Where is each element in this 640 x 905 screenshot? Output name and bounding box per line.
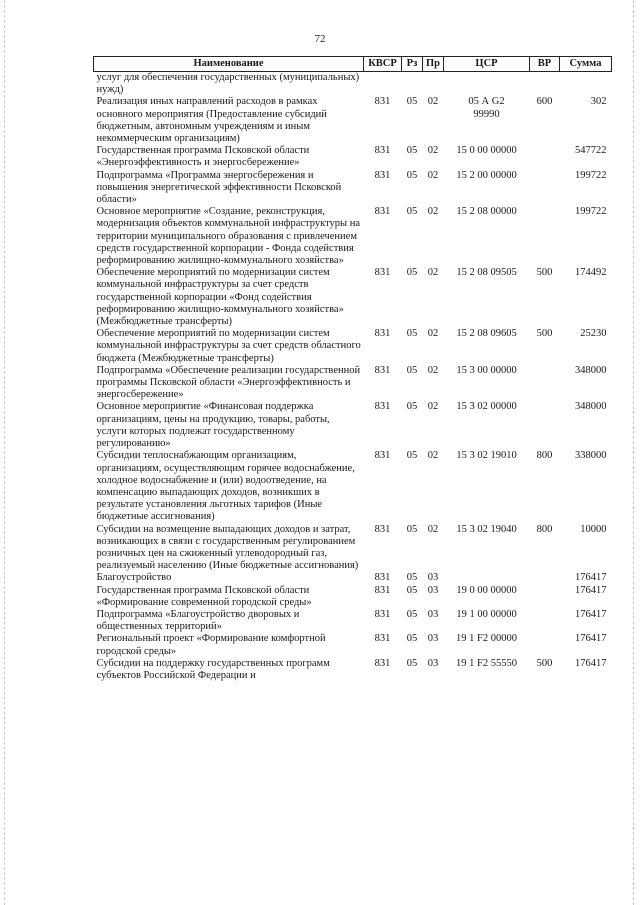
table-row — [94, 450, 612, 523]
cell-vr — [530, 633, 560, 657]
cell-rz: 05 — [406, 572, 418, 584]
table-row — [94, 365, 612, 402]
cell-vr — [530, 609, 560, 633]
cell-csr: 15 3 02 19010 — [456, 450, 517, 462]
cell-vr — [530, 401, 560, 450]
cell-sum: 199722 — [575, 206, 607, 218]
cell-sum: 199722 — [575, 169, 607, 181]
cell-csr: 15 2 08 09605 — [456, 328, 517, 340]
cell-pr: 03 — [427, 633, 439, 645]
table-row — [94, 170, 612, 207]
cell-sum: 348000 — [575, 401, 607, 413]
cell-sum — [560, 72, 612, 97]
cell-name: Субсидии на возмещение выпадающих доходов и затрат, возникающих в связи с государственным регулированием розничных цен на сжиженный углеводородный газ, реализуемый населению (Иные бюджетные ассигнования) — [96, 523, 359, 572]
cell-pr: 02 — [427, 206, 439, 218]
cell-rz: 05 — [406, 657, 418, 669]
cell-vr — [530, 365, 560, 402]
cell-name: услуг для обеспечения государственных (муниципальных) нужд) — [96, 72, 360, 96]
cell-vr: 600 — [536, 96, 553, 108]
cell-kvsr: 831 — [374, 145, 391, 157]
cell-name: Обеспечение мероприятий по модернизации систем коммунальной инфраструктуры за счет средств областного бюджета (Межбюджетные трансферты) — [96, 328, 361, 364]
cell-vr — [530, 572, 560, 584]
cell-csr: 05 А G2 99990 — [468, 96, 505, 120]
table-row — [94, 572, 612, 584]
cell-pr: 02 — [427, 169, 439, 181]
cell-rz: 05 — [406, 96, 418, 108]
cell-pr: 02 — [427, 267, 439, 279]
header-pr: Пр — [423, 57, 444, 72]
cell-name: Подпрограмма «Благоустройство дворовых и общественных территорий» — [96, 608, 300, 633]
cell-sum: 10000 — [580, 523, 607, 535]
cell-kvsr: 831 — [374, 328, 391, 340]
cell-csr — [444, 72, 530, 97]
cell-kvsr: 831 — [374, 523, 391, 535]
cell-csr: 19 1 00 00000 — [456, 608, 517, 620]
cell-sum: 176417 — [575, 657, 607, 669]
cell-kvsr: 831 — [374, 657, 391, 669]
cell-csr — [444, 572, 530, 584]
cell-kvsr: 831 — [374, 608, 391, 620]
budget-table — [93, 56, 612, 682]
table-header-row — [94, 57, 612, 72]
cell-kvsr: 831 — [374, 572, 391, 584]
cell-pr: 03 — [427, 657, 439, 669]
cell-pr — [423, 72, 444, 97]
cell-rz: 05 — [406, 328, 418, 340]
cell-vr — [530, 72, 560, 97]
cell-name: Благоустройство — [96, 572, 172, 584]
header-name: Наименование — [94, 57, 364, 72]
cell-csr: 15 3 00 00000 — [456, 364, 517, 376]
cell-pr: 02 — [427, 96, 439, 108]
cell-pr: 02 — [427, 145, 439, 157]
cell-pr: 03 — [427, 608, 439, 620]
table-row — [94, 633, 612, 657]
cell-rz: 05 — [406, 608, 418, 620]
cell-pr: 03 — [427, 572, 439, 584]
cell-vr: 800 — [536, 450, 553, 462]
table-row — [94, 72, 612, 97]
cell-pr: 02 — [427, 523, 439, 535]
cell-pr: 02 — [427, 401, 439, 413]
cell-kvsr: 831 — [374, 206, 391, 218]
cell-kvsr: 831 — [374, 169, 391, 181]
cell-vr: 500 — [536, 657, 553, 669]
cell-name: Основное мероприятие «Создание, реконструкция, модернизация объектов коммунальной инфраструктуры на территории муниципального образования с привлечением средств государственной корпорации - Фонда содействия реформированию жилищно-коммунального хозяйства» — [96, 206, 360, 267]
cell-vr — [530, 206, 560, 267]
table-row — [94, 609, 612, 633]
cell-rz: 05 — [406, 206, 418, 218]
cell-pr: 03 — [427, 584, 439, 596]
table-row — [94, 96, 612, 145]
cell-kvsr: 831 — [374, 401, 391, 413]
cell-kvsr — [364, 72, 402, 97]
cell-vr: 500 — [536, 267, 553, 279]
cell-rz: 05 — [406, 145, 418, 157]
cell-csr: 15 2 08 00000 — [456, 206, 517, 218]
cell-kvsr: 831 — [374, 450, 391, 462]
cell-vr — [530, 145, 560, 169]
cell-sum: 25230 — [580, 328, 607, 340]
cell-name: Государственная программа Псковской области «Формирование современной городской среды» — [96, 584, 312, 608]
cell-pr: 02 — [427, 450, 439, 462]
cell-name: Региональный проект «Формирование комфортной городской среды» — [96, 633, 326, 657]
header-csr: ЦСР — [444, 57, 530, 72]
cell-rz: 05 — [406, 633, 418, 645]
cell-name: Обеспечение мероприятий по модернизации систем коммунальной инфраструктуры за счет средств государственной корпорации «Фонд содействия реформированию жилищно-коммунального хозяйства» (Межбюджетные трансферты) — [96, 267, 344, 328]
cell-name: Основное мероприятие «Финансовая поддержка организациям, цены на продукцию, товары, работы, услуги которых подлежат государственному регулированию» — [96, 401, 330, 450]
table-row — [94, 585, 612, 609]
cell-kvsr: 831 — [374, 364, 391, 376]
header-sum: Сумма — [560, 57, 612, 72]
cell-name: Подпрограмма «Программа энергосбережения и повышения энергетической эффективности Псковской области» — [96, 169, 342, 206]
cell-vr: 500 — [536, 328, 553, 340]
cell-sum: 338000 — [575, 450, 607, 462]
header-vr: ВР — [530, 57, 560, 72]
table-row — [94, 145, 612, 169]
table-row — [94, 658, 612, 682]
cell-sum: 176417 — [575, 608, 607, 620]
cell-rz: 05 — [406, 169, 418, 181]
cell-csr: 19 1 F2 55550 — [456, 657, 517, 669]
cell-kvsr: 831 — [374, 633, 391, 645]
cell-vr: 800 — [536, 523, 553, 535]
cell-sum: 547722 — [575, 145, 607, 157]
header-rz: Рз — [402, 57, 423, 72]
cell-kvsr: 831 — [374, 267, 391, 279]
header-kvsr: КВСР — [364, 57, 402, 72]
cell-rz: 05 — [406, 267, 418, 279]
table-row — [94, 328, 612, 365]
cell-csr: 15 3 02 00000 — [456, 401, 517, 413]
page-number: 72 — [314, 33, 326, 45]
cell-csr: 15 2 00 00000 — [456, 169, 517, 181]
cell-sum: 302 — [590, 96, 607, 108]
cell-sum: 176417 — [575, 633, 607, 645]
cell-rz — [402, 72, 423, 97]
cell-rz: 05 — [406, 523, 418, 535]
cell-csr: 15 2 08 09505 — [456, 267, 517, 279]
cell-pr: 02 — [427, 328, 439, 340]
cell-vr — [530, 170, 560, 207]
cell-rz: 05 — [406, 401, 418, 413]
cell-name: Реализация иных направлений расходов в рамках основного мероприятия (Предоставление субсидий бюджетным, автономным учреждениям и иным некоммерческим организациям) — [96, 96, 327, 145]
cell-sum: 176417 — [575, 572, 607, 584]
cell-name: Субсидии на поддержку государственных программ субъектов Российской Федерации и — [96, 657, 330, 681]
cell-csr: 15 0 00 00000 — [456, 145, 517, 157]
scan-edge-right — [633, 0, 634, 905]
table-row — [94, 524, 612, 573]
cell-name: Государственная программа Псковской области «Энергоэффективность и энергосбережение» — [96, 145, 310, 169]
cell-rz: 05 — [406, 364, 418, 376]
cell-csr: 19 1 F2 00000 — [456, 633, 517, 645]
cell-rz: 05 — [406, 584, 418, 596]
scan-edge-left — [4, 0, 5, 905]
table-body — [94, 72, 612, 683]
cell-name: Субсидии теплоснабжающим организациям, организациям, осуществляющим горячее водоснабжение, холодное водоснабжение и (или) водоотведение, на компенсацию выпадающих доходов, возникших в результате установления льготных тарифов (Иные бюджетные ассигнования) — [96, 450, 355, 523]
cell-sum: 176417 — [575, 584, 607, 596]
cell-rz: 05 — [406, 450, 418, 462]
cell-name: Подпрограмма «Обеспечение реализации государственной программы Псковской области «Энергоэффективность и энергосбережение» — [96, 364, 361, 401]
cell-pr: 02 — [427, 364, 439, 376]
cell-sum: 348000 — [575, 364, 607, 376]
cell-csr: 19 0 00 00000 — [456, 584, 517, 596]
cell-kvsr: 831 — [374, 96, 391, 108]
cell-kvsr: 831 — [374, 584, 391, 596]
cell-vr — [530, 585, 560, 609]
table-row — [94, 267, 612, 328]
table-row — [94, 401, 612, 450]
cell-sum: 174492 — [575, 267, 607, 279]
cell-csr: 15 3 02 19040 — [456, 523, 517, 535]
table-row — [94, 206, 612, 267]
